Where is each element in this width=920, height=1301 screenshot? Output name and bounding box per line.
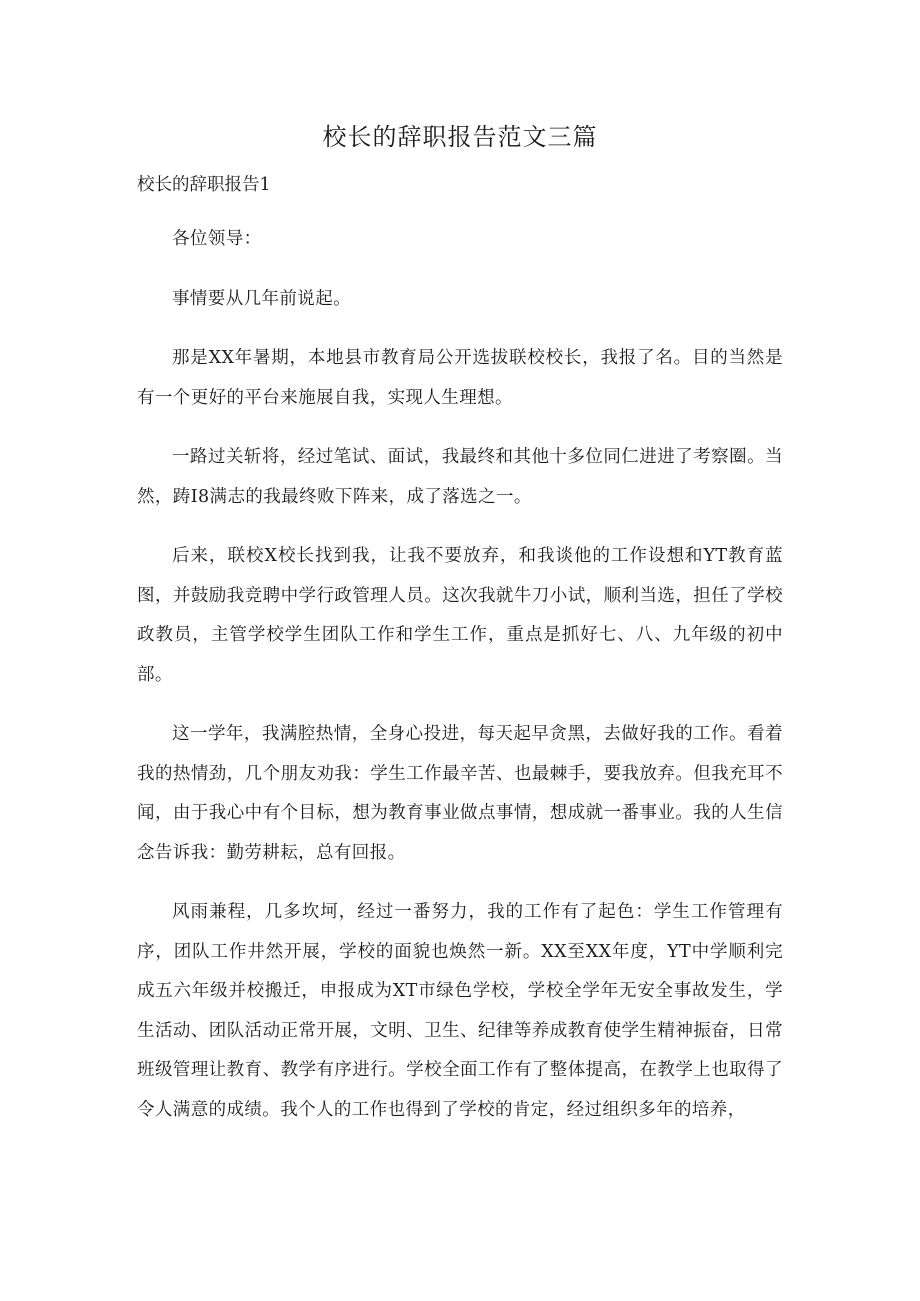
paragraph: 后来，联校X校长找到我，让我不要放弃，和我谈他的工作设想和YT教育蓝图，并鼓励我竞聘中学行政管理人员。这次我就牛刀小试，顺利当选，担任了学校政教员，主管学校学生团队工作和学生工作，重点是抓好七、八、九年级的初中部。 [137, 546, 783, 685]
paragraph: 这一学年，我满腔热情，全身心投进，每天起早贪黑，去做好我的工作。看着我的热情劲，几个朋友劝我：学生工作最辛苦、也最棘手，要我放弃。但我充耳不闻，由于我心中有个目标，想为教育事业做点事情，想成就一番事业。我的人生信念告诉我：勤劳耕耘，总有回报。 [137, 724, 783, 863]
document-title: 校长的辞职报告范文三篇 [322, 123, 598, 151]
paragraph: 事情要从几年前说起。 [172, 288, 351, 309]
paragraph: 一路过关斩将，经过笔试、面试，我最终和其他十多位同仁进进了考察圈。当然，踌I8满志的我最终败下阵来，成了落选之一。 [137, 447, 783, 507]
document-subtitle: 校长的辞职报告1 [137, 175, 271, 195]
paragraph: 风雨兼程，几多坎坷，经过一番努力，我的工作有了起色：学生工作管理有序，团队工作井然开展，学校的面貌也焕然一新。XX至XX年度，YT中学顺利完成五六年级并校搬迁，申报成为XT市绿色学校，学校全学年无安全事故发生，学生活动、团队活动正常开展，文明、卫生、纪律等养成教育使学生精神振奋，日常班级管理让教育、教学有序进行。学校全面工作有了整体提高，在教学上也取得了令人满意的成绩。我个人的工作也得到了学校的肯定，经过组织多年的培养， [137, 902, 783, 1120]
paragraph: 那是XX年暑期，本地县市教育局公开选拔联校校长，我报了名。目的当然是有一个更好的平台来施展自我，实现人生理想。 [137, 348, 783, 408]
paragraph-greeting: 各位领导： [172, 229, 262, 249]
document-body [137, 220, 783, 1150]
